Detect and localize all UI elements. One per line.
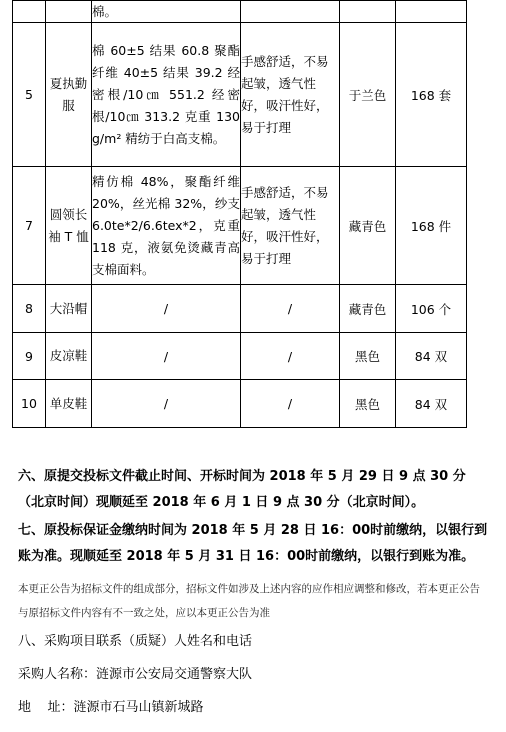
row-number: 5 xyxy=(13,23,46,167)
material-cell: / xyxy=(92,380,241,428)
table-row xyxy=(13,333,467,380)
table-row xyxy=(13,1,467,23)
quantity-cell xyxy=(396,1,467,23)
row-number xyxy=(13,1,46,23)
color-cell: 藏青色 xyxy=(340,285,396,333)
material-cell: / xyxy=(92,333,241,380)
item-name: 皮凉鞋 xyxy=(46,333,92,380)
performance-cell: 手感舒适，不易起皱，透气性好，吸汗性好，易于打理 xyxy=(241,167,340,285)
item-name xyxy=(46,1,92,23)
section-seven-deposit: 七、原投标保证金缴纳时间为 2018 年 5 月 28 日 16：00时前缴纳，以银行到账为准。现顺延至 2018 年 5 月 31 日 16：00时前缴纳，以银行到账为准。 xyxy=(18,523,488,564)
quantity-cell: 168 件 xyxy=(396,167,467,285)
table-row xyxy=(13,23,467,167)
purchaser-address: 地 址：涟源市石马山镇新城路 xyxy=(18,700,204,715)
quantity-cell: 168 套 xyxy=(396,23,467,167)
color-cell xyxy=(340,1,396,23)
row-number: 10 xyxy=(13,380,46,428)
row-number: 7 xyxy=(13,167,46,285)
item-name: 夏执勤服 xyxy=(46,23,92,167)
color-cell: 于兰色 xyxy=(340,23,396,167)
performance-cell xyxy=(241,1,340,23)
row-number: 8 xyxy=(13,285,46,333)
section-eight-contact: 八、采购项目联系（质疑）人姓名和电话 xyxy=(18,634,253,649)
performance-cell: / xyxy=(241,333,340,380)
color-cell: 黑色 xyxy=(340,333,396,380)
item-name: 大沿帽 xyxy=(46,285,92,333)
material-cell: / xyxy=(92,285,241,333)
correction-notice: 本更正公告为招标文件的组成部分，招标文件如涉及上述内容的应作相应调整和修改，若本更正公告与原招标文件内容有不一致之处，应以本更正公告为准 xyxy=(18,583,480,619)
color-cell: 黑色 xyxy=(340,380,396,428)
section-six-deadline: 六、原提交投标文件截止时间、开标时间为 2018 年 5 月 29 日 9 点 30 分（北京时间）现顺延至 2018 年 6 月 1 日 9 点 30 分（北京时间）。 xyxy=(18,469,466,510)
quantity-cell: 106 个 xyxy=(396,285,467,333)
purchaser-name: 采购人名称：涟源市公安局交通警察大队 xyxy=(18,667,253,682)
material-cell: 棉。 xyxy=(92,1,241,23)
color-cell: 藏青色 xyxy=(340,167,396,285)
item-name: 单皮鞋 xyxy=(46,380,92,428)
row-number: 9 xyxy=(13,333,46,380)
material-cell: 棉 60±5 结果 60.8 聚酯纤维 40±5 结果 39.2 经密根/10㎝ 551.2 经密根/10㎝ 313.2 克重 130 g/m² 精纺于白高支棉。 xyxy=(92,23,241,167)
table-row xyxy=(13,167,467,285)
performance-cell: / xyxy=(241,380,340,428)
item-name: 圆领长袖 T 恤 xyxy=(46,167,92,285)
quantity-cell: 84 双 xyxy=(396,380,467,428)
performance-cell: / xyxy=(241,285,340,333)
spec-table xyxy=(12,0,467,428)
quantity-cell: 84 双 xyxy=(396,333,467,380)
table-row xyxy=(13,380,467,428)
table-row xyxy=(13,285,467,333)
material-cell: 精仿棉 48%，聚酯纤维 20%，丝光棉 32%，纱支 6.0te*2/6.6tex*2，克重 118 克，液氨免烫藏青高支棉面料。 xyxy=(92,167,241,285)
performance-cell: 手感舒适，不易起皱，透气性好，吸汗性好，易于打理 xyxy=(241,23,340,167)
